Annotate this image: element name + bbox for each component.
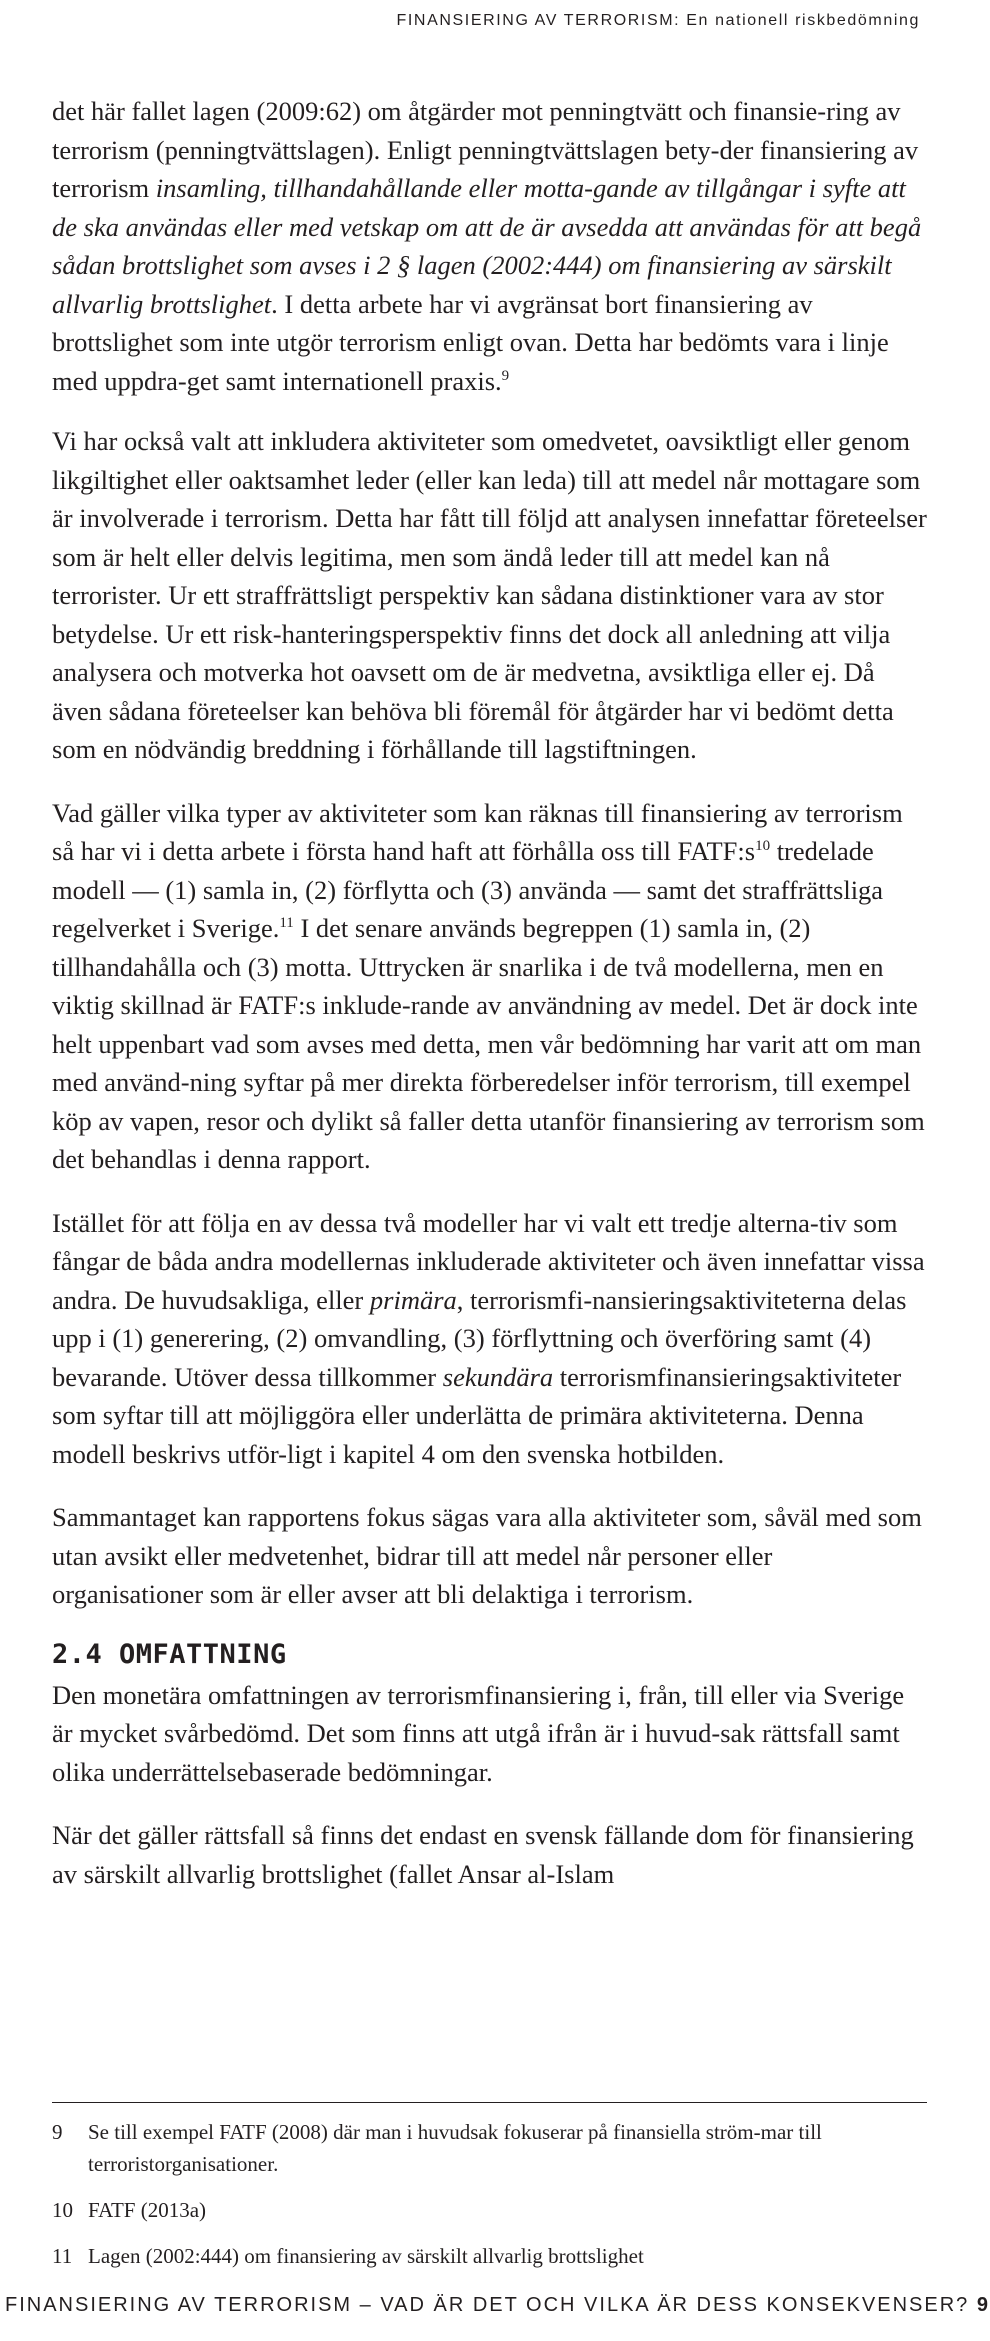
footnote-text: FATF (2013a): [88, 2198, 207, 2222]
paragraph-alternative-model: [52, 1204, 927, 1474]
text-segment: , terrorismfi-nansieringsaktiviteterna delas upp i (1) generering, (2) omvandling, (3) förflyttning och överföring samt (4) bevarande. Utöver dessa tillkommer: [52, 1284, 907, 1392]
footnote: [52, 2116, 927, 2180]
footnote-text: Se till exempel FATF (2008) där man i huvudsak fokuserar på finansiella ström-mar till terroristorganisationer.: [88, 2120, 822, 2176]
footnote-text: Lagen (2002:444) om finansiering av särskilt allvarlig brottslighet: [88, 2244, 644, 2268]
text-segment: I det senare används begreppen (1) samla in, (2) tillhandahålla och (3) motta. Uttrycken är snarlika i de två modellerna, men en viktig skillnad är FATF:s inklude-rande av användning av medel. Det är dock inte helt uppenbart vad som avses med detta, men vår bedömning har varit att om man med använd-ning syftar på mer direkta förberedelser inför terrorism, till exempel köp av vapen, resor och dylikt så faller detta utanför finansiering av terrorism som det behandlas i denna rapport.: [52, 913, 925, 1174]
paragraph-definition: [52, 92, 927, 400]
paragraph-summary: [52, 1498, 927, 1614]
text-segment: tredelade modell — (1) samla in, (2) förflytta och (3) använda — samt det straffrättsliga regelverket i Sverige.: [52, 836, 884, 943]
text-segment: Vi har också valt att inkludera aktiviteter som omedvetet, oavsiktligt eller genom likgiltighet eller oaktsamhet leder (eller kan leda) till att medel når mottagare som är involverade i terrorism. Detta har fått till följd att analysen innefattar företeelser som är helt eller delvis legitima, men som ändå leder till att medel kan nå terrorister. Ur ett straffrättsligt perspektiv kan sådana distinktioner vara av stor betydelse. Ur ett risk-hanteringsperspektiv finns det dock all anledning att vilja analysera och motverka hot oavsett om de är medvetna, avsiktliga eller ej. Då även sådana företeelser kan behöva bli föremål för åtgärder har vi bedömt detta som en nödvändig breddning i förhållande till lagstiftningen.: [52, 426, 927, 764]
text-segment: det här fallet lagen (2009:62) om åtgärder mot penningtvätt och finansie-ring av terrorism (penningtvättslagen). Enligt penningtvättslagen bety-der finansiering av terrorism: [52, 96, 919, 203]
footnote-number: 11: [52, 2244, 73, 2268]
text-segment: Vad gäller vilka typer av aktiviteter som kan räknas till finansiering av terrorism så har vi i detta arbete i första hand haft att förhålla oss till FATF:s: [52, 797, 903, 866]
paragraph-monetary-scope: Den monetära omfattningen av terrorismfinansiering i, från, till eller via Sverige är mycket svårbedömd. Det som finns att utgå ifrån är i huvud-sak rättsfall samt olika underrättelsebaserade bedömningar.: [52, 1679, 905, 1787]
footnote-reference: 9: [501, 367, 510, 384]
text-segment: . I detta arbete har vi avgränsat bort finansiering av brottslighet som inte utgör terrorism enligt ovan. Detta har bedömts vara i linje med uppdra-get samt internationell praxis.: [52, 288, 889, 396]
footnote: [52, 2240, 927, 2272]
text-segment: terrorismfinansieringsaktiviteter som syftar till att möjliggöra eller underlätta de primära aktiviteterna. Denna modell beskrivs utför-ligt i kapitel 4 om den svenska hotbilden.: [52, 1361, 902, 1469]
footnote-number: 10: [52, 2198, 73, 2222]
emphasis-text: sekundära: [442, 1361, 554, 1392]
paragraph-fatf-model: [52, 794, 927, 1179]
paragraph-unintentional-activities: [52, 422, 927, 769]
section-heading: 2.4 OMFATTNING: [52, 1638, 287, 1670]
page-number: 9: [976, 2294, 990, 2316]
footnote: [52, 2194, 927, 2226]
paragraph-court-cases: När det gäller rättsfall så finns det endast en svensk fällande dom för finansiering av särskilt allvarlig brottslighet (fallet Ansar al-Islam: [52, 1820, 914, 1889]
footnote-number: 9: [52, 2120, 63, 2144]
text-segment: Istället för att följa en av dessa två modeller har vi valt ett tredje alterna-tiv som fångar de båda andra modellernas inkluderade aktiviteter och även innefattar vissa andra. De huvudsakliga, eller: [52, 1207, 925, 1315]
emphasis-text: primära: [369, 1284, 457, 1315]
running-header: FINANSIERING AV TERRORISM: En nationell riskbedömning: [396, 12, 920, 29]
running-footer: [5, 2294, 990, 2317]
text-segment: Sammantaget kan rapportens fokus sägas vara alla aktiviteter som, såväl med som utan avsikt eller medvetenhet, bidrar till att medel når personer eller organisationer som är eller avser att bli delaktiga i terrorism.: [52, 1502, 922, 1609]
body-text: [52, 92, 927, 1918]
footnote-divider: [52, 2102, 927, 2103]
footnotes: [52, 2116, 927, 2286]
footnote-reference: 10: [755, 838, 771, 855]
emphasis-text: insamling, tillhandahållande eller motta-gande av tillgångar i syfte att de ska användas eller med vetskap om att de är avsedda att användas för att begå sådan brottslighet som avses i 2 § lagen (2002:444) om finansiering av särskilt allvarlig brottslighet: [52, 173, 922, 319]
footer-title: FINANSIERING AV TERRORISM – VAD ÄR DET OCH VILKA ÄR DESS KONSEKVENSER?: [5, 2294, 970, 2316]
footnote-reference: 11: [279, 915, 294, 932]
